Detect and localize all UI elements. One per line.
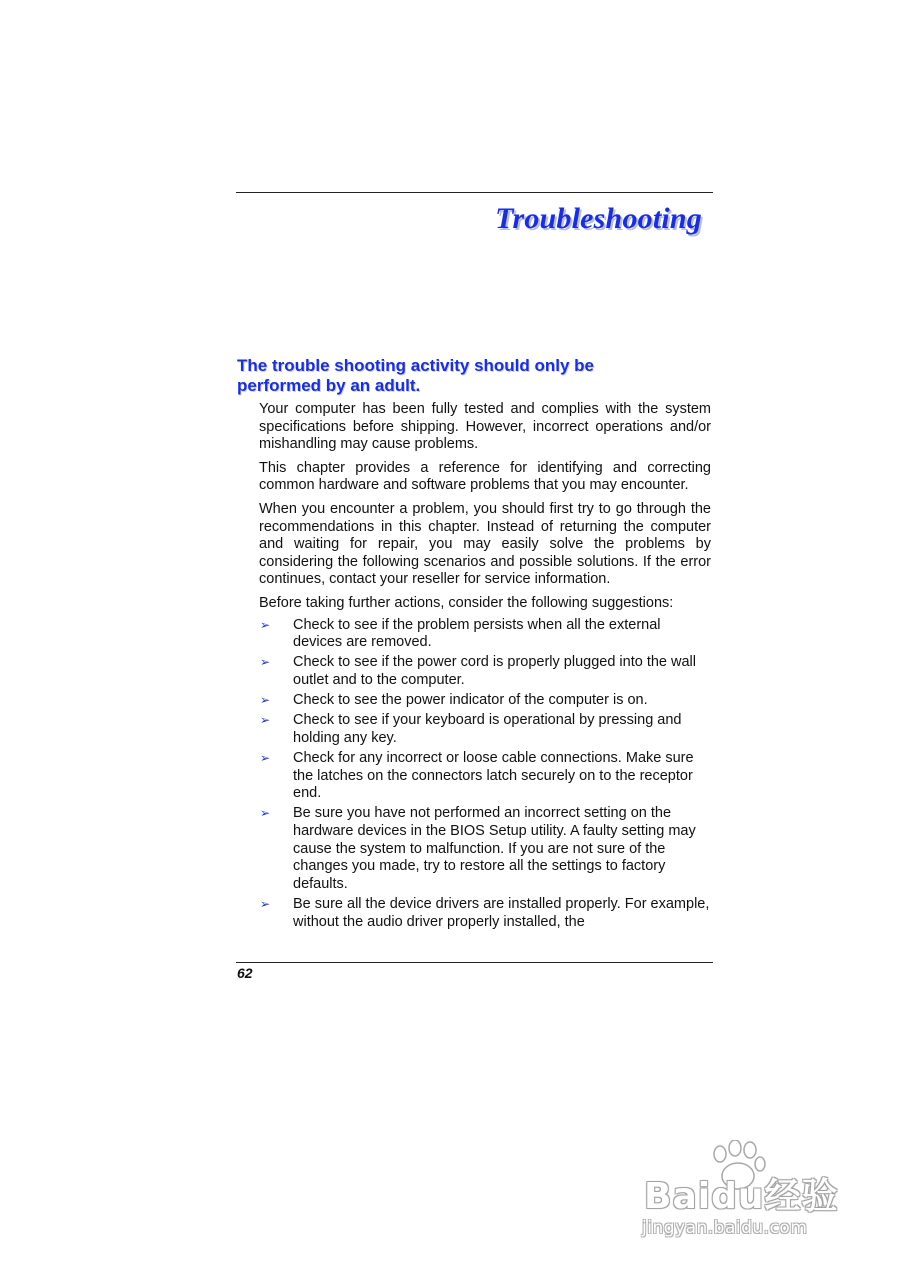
paragraph-intro: Your computer has been fully tested and complies with the system specifications before shipping. However, incorrect operations and/or mishandling may cause problems. (259, 401, 711, 453)
arrowhead-bullet-icon: ➢ (260, 897, 271, 911)
list-item-text: Check to see if the problem persists when all the external devices are removed. (293, 616, 661, 651)
paragraph-suggestions-lead: Before taking further actions, consider the following suggestions: (259, 594, 674, 611)
body-text (259, 401, 711, 934)
paragraph-recommendations: When you encounter a problem, you should first try to go through the recommendations in this chapter. Instead of returning the computer and waiting for repair, you may easily solve the problems by considering the following scenarios and possible solutions. If the error continues, contact your reseller for service information. (259, 500, 711, 588)
paragraph-reference: This chapter provides a reference for identifying and correcting common hardware and software problems that you may encounter. (259, 459, 711, 494)
section-heading: The trouble shooting activity should only be performed by an adult. (237, 356, 595, 395)
watermark-logo-text: Baidu经验 (644, 1176, 839, 1217)
arrowhead-bullet-icon: ➢ (260, 751, 271, 766)
list-item-text: Check to see if your keyboard is operational by pressing and holding any key. (293, 712, 682, 746)
list-item-text: Check for any incorrect or loose cable connections. Make sure the latches on the connectors latch securely on to the receptor end. (293, 750, 694, 802)
watermark-url: jingyan.baidu.com (642, 1218, 808, 1238)
top-rule (236, 192, 713, 193)
suggestion-list (259, 617, 711, 932)
arrowhead-bullet-icon: ➢ (260, 617, 271, 632)
page-number: 62 (237, 965, 253, 981)
bottom-rule (236, 962, 713, 963)
arrowhead-bullet-icon: ➢ (260, 655, 271, 670)
arrowhead-bullet-icon: ➢ (260, 713, 271, 728)
list-item (259, 712, 711, 747)
list-item-text: Be sure you have not performed an incorrect setting on the hardware devices in the BIOS Setup utility. A faulty setting may cause the system to malfunction. If you are not sure of the changes you made, try to restore all the settings to factory defaults. (293, 805, 696, 892)
list-item (259, 654, 711, 689)
arrowhead-bullet-icon: ➢ (260, 806, 271, 821)
chapter-title: Troubleshooting (495, 202, 702, 235)
list-item (259, 750, 711, 803)
list-item-text: Check to see if the power cord is properly plugged into the wall outlet and to the computer. (293, 654, 696, 688)
list-item-text: Check to see the power indicator of the computer is on. (293, 692, 648, 709)
list-item-text: Be sure all the device drivers are installed properly. For example, without the audio driver properly installed, the (293, 896, 710, 930)
baidu-watermark (640, 1140, 855, 1250)
list-item (259, 896, 711, 931)
arrowhead-bullet-icon: ➢ (260, 693, 271, 708)
list-item (259, 805, 711, 893)
list-item (259, 617, 711, 652)
list-item (259, 692, 711, 710)
